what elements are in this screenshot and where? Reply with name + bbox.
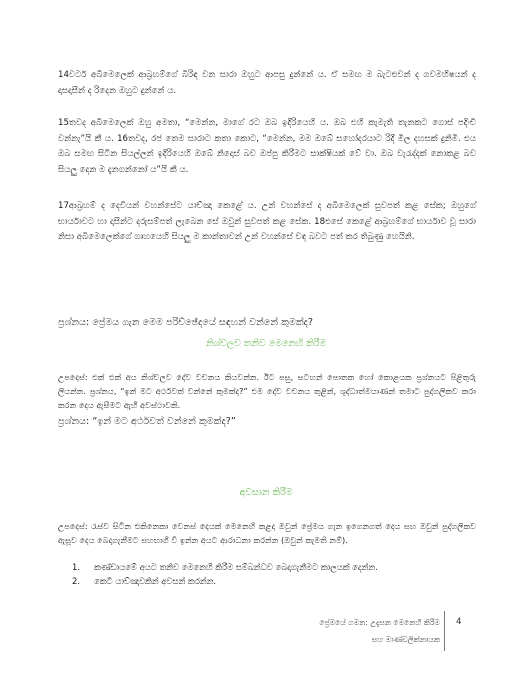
list-item-number: 2. xyxy=(72,576,80,586)
list-item xyxy=(58,574,476,588)
footer-title: ප්‍රේමයේ ගමන: උදැසන මෙනෙහි කිරීම xyxy=(319,618,440,627)
footer-divider xyxy=(444,611,445,651)
section-subheading: නිශ්චලව තනිව මෙනෙහි කිරීම xyxy=(205,338,327,349)
scripture-paragraph: 17ආබ්‍රහම් ද දෙවියන් වහන්සේට යාච්ඤා කෙළේ ය. උන් වහන්සේ ද අබිමෙලෙක් සුවපත් කළ සේක; ඔහුගේ භාර්යාවට හා දාසීන්ට දරුසම්පත් ලැබෙන සේ ඔවුන් සුවපත් කළ සේක. 18එසේ කෙළේ ආබ්‍රහම්ගේ භාර්යාව වූ සාරා නිසා අබිමෙලෙක්ගේ ගෘහයෙහි සියලු ම කාන්තාවන් උන් වහන්සේ වඳ බවට පත් කර තිබුණු හෙයිනි. xyxy=(58,201,476,243)
page-number: 4 xyxy=(456,617,462,627)
closing-steps-list xyxy=(58,560,476,588)
instructions-paragraph: උපදෙස්: රැස්ව සිටින එකිනෙකා වෙනස් දෙයක් මෙනෙහි කළද ඔවුන් ප්‍රේමය ගැන ඉගෙනගත් දෙය සහ ඔවුන් පුද්ගලිකව ඇසූව දෙය බෙදාගැනීමට සහභාගී වී ඉන්න අයට ආරාධනා කරන්න (ඔවුන් කැමති නම්). xyxy=(58,521,476,545)
list-item-number: 1. xyxy=(72,562,80,572)
section-subheading: අවසාන කිරීම xyxy=(239,487,293,498)
footer-subtitle: සහ මාණ්ඩලික්නායක xyxy=(371,635,440,644)
list-item xyxy=(58,560,476,574)
list-item-text: කණ්ඩායමේ අයට තනිව මෙනෙහි කිරීම සම්බන්ධව බෙදාගැනීමට කාලයක් දෙන්න. xyxy=(94,562,378,572)
scripture-paragraph: 15තවද අබිමෙලෙක් ඔහු අමතා, “මෙන්න, මාගේ රට ඔබ ඉදිරියෙහි ය. ඔබ එහි කැමැති තැනකට ගොස් පදිංචි වන්නැ”යි කී ය. 16තවද, රජ තෙම සාරාට කතා කොට, “මෙන්න, මම ඔබේ සහෝදරයාට රිදී මිල දහසක් දුනිමි. එය ඔබ සමඟ සිටින සියල්ලන් ඉදිරියෙහි ඔබේ නිදොස් බව ඔප්පු කිරීමට සාක්ෂියක් වේ වා. ඔබ වැරැද්දක් නොකළ බව සියලු දෙන ම දැනගන්නෝ ය”යි කී ය. xyxy=(58,118,476,175)
scripture-paragraph: 14වර්ට අබිමෙලෙක් ආබ්‍රහම්ගේ බිරිඳ වන සාරා ඔහුට ආපසු දුන්නේ ය. ඒ සමඟ ම බැටළුවන් ද ගවමහිෂයන් ද දාසදාසීන් ද රිදෙන ඔහුට දුන්නේ ය. xyxy=(58,70,476,96)
question-heading: ප්‍රශ්නය: ප්‍රේමය ගැන මෙම පරිච්ඡේදයේ සඳහන් වන්නේ කුමක්ද? xyxy=(58,317,313,328)
question-heading: ප්‍රශ්නය: “ඉන් මට අර්ථවත් වන්නේ කුමක්ද?” xyxy=(58,416,236,427)
instructions-paragraph: උපදෙස්: එක් එක් අය නිශ්චලව දේව වචනය කියවන්න. ඊට පසු, සටහන් පොතක හෝ කොළයක ප්‍රශ්නයට පිළිතුරු ලියන්න. ප්‍රශ්නය, “ඉන් මට අර්ථවත් වන්නේ කුමක්ද?” එම දේව වචනය තුළින්, ශුද්ධාත්මයාණන් තමාට පුද්ගලිකව කරා කරන දෙය ඇසීමට ඇහී අවස්ථාවකි. xyxy=(58,372,476,410)
list-item-text: කෙටි යාච්ඤාවකින් අවසන් කරන්න. xyxy=(94,576,217,586)
